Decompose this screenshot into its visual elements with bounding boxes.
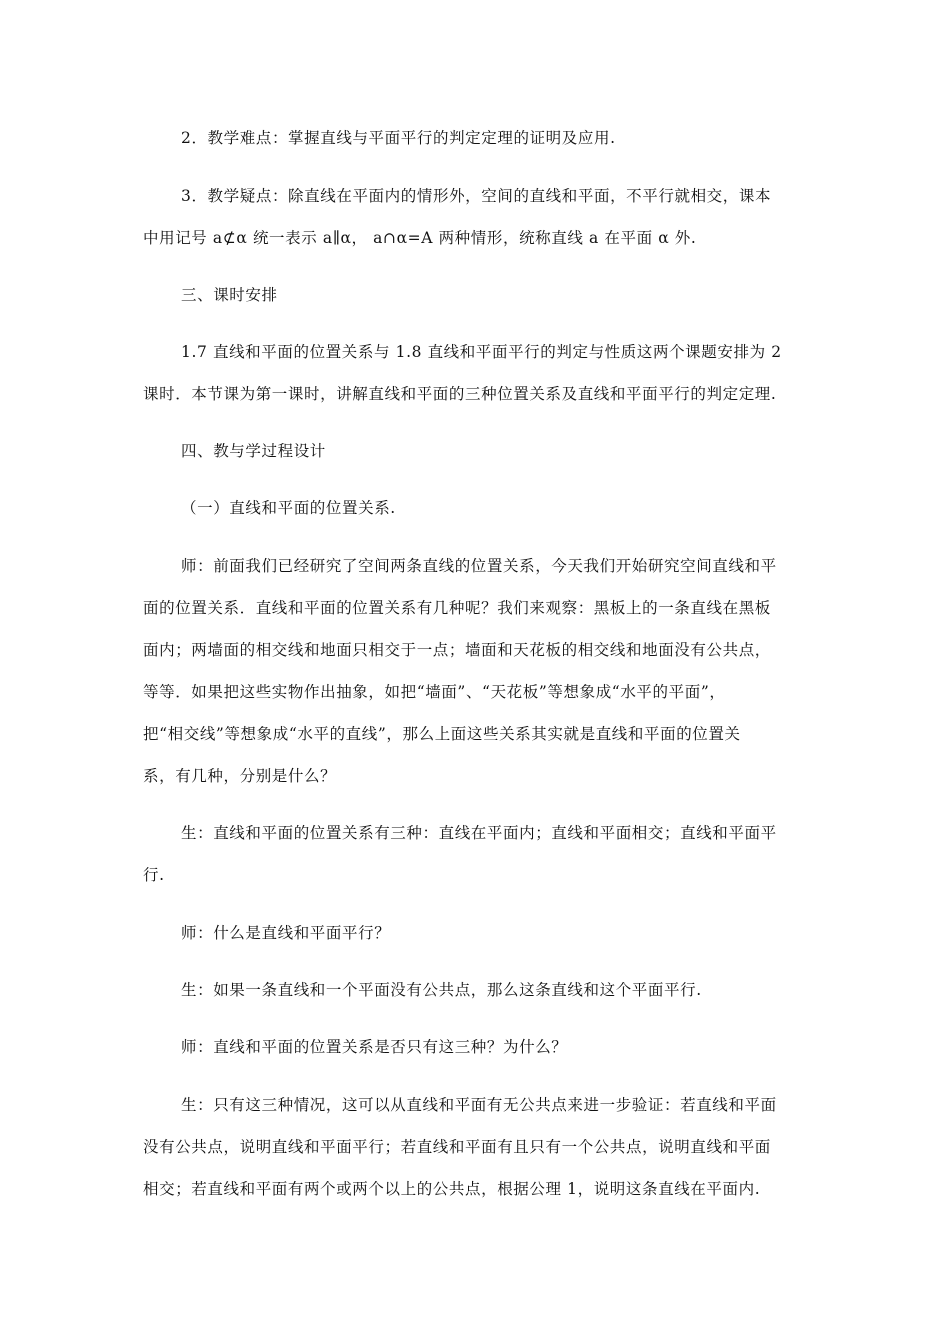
text-line: 行. (143, 866, 165, 884)
section-heading-process (143, 430, 808, 472)
paragraph-student-answer-1 (143, 812, 808, 896)
text-line: 生：只有这三种情况，这可以从直线和平面有无公共点来进一步验证：若直线和平面 (181, 1096, 777, 1114)
text-line: 面内；两墙面的相交线和地面只相交于一点；墙面和天花板的相交线和地面没有公共点， (143, 641, 771, 659)
text-line: 生：如果一条直线和一个平面没有公共点，那么这条直线和这个平面平行. (181, 981, 702, 999)
text-line: 3．教学疑点：除直线在平面内的情形外，空间的直线和平面，不平行就相交，课本 (181, 187, 772, 205)
text-line: 中用记号 a⊄α 统一表示 a∥α， a∩α=A 两种情形，统称直线 a 在平面 α 外. (143, 229, 697, 247)
paragraph-teaching-doubt (143, 175, 808, 259)
section-heading-schedule (143, 274, 808, 316)
paragraph-schedule (143, 331, 808, 415)
subsection-heading-relations (143, 487, 808, 529)
paragraph-teacher-question-2 (143, 912, 808, 954)
text-line: 2．教学难点：掌握直线与平面平行的判定定理的证明及应用. (181, 129, 616, 147)
paragraph-student-answer-2 (143, 969, 808, 1011)
text-line: 师：直线和平面的位置关系是否只有这三种？为什么？ (181, 1038, 568, 1056)
text-line: 等等．如果把这些实物作出抽象，如把“墙面”、“天花板”等想象成“水平的平面”， (143, 683, 726, 701)
text-line: 四、教与学过程设计 (181, 442, 326, 460)
text-line: 系，有几种，分别是什么？ (143, 767, 337, 785)
text-line: 没有公共点，说明直线和平面平行；若直线和平面有且只有一个公共点，说明直线和平面 (143, 1138, 771, 1156)
paragraph-teacher-intro (143, 545, 808, 797)
text-line: 三、课时安排 (181, 286, 278, 304)
text-line: 把“相交线”等想象成“水平的直线”，那么上面这些关系其实就是直线和平面的位置关 (143, 725, 741, 743)
text-line: 1.7 直线和平面的位置关系与 1.8 直线和平面平行的判定与性质这两个课题安排为 2 (181, 343, 782, 361)
paragraph-student-answer-3 (143, 1084, 808, 1210)
text-line: 师：什么是直线和平面平行？ (181, 924, 391, 942)
text-line: （一）直线和平面的位置关系. (181, 499, 396, 517)
text-line: 课时．本节课为第一课时，讲解直线和平面的三种位置关系及直线和平面平行的判定定理. (143, 385, 777, 403)
text-line: 生：直线和平面的位置关系有三种：直线在平面内；直线和平面相交；直线和平面平 (181, 824, 777, 842)
paragraph-teacher-question-3 (143, 1026, 808, 1068)
text-line: 相交；若直线和平面有两个或两个以上的公共点，根据公理 1，说明这条直线在平面内. (143, 1180, 761, 1198)
paragraph-teaching-difficulty (143, 117, 808, 159)
text-line: 师：前面我们已经研究了空间两条直线的位置关系，今天我们开始研究空间直线和平 (181, 557, 777, 575)
text-line: 面的位置关系．直线和平面的位置关系有几种呢？我们来观察：黑板上的一条直线在黑板 (143, 599, 771, 617)
